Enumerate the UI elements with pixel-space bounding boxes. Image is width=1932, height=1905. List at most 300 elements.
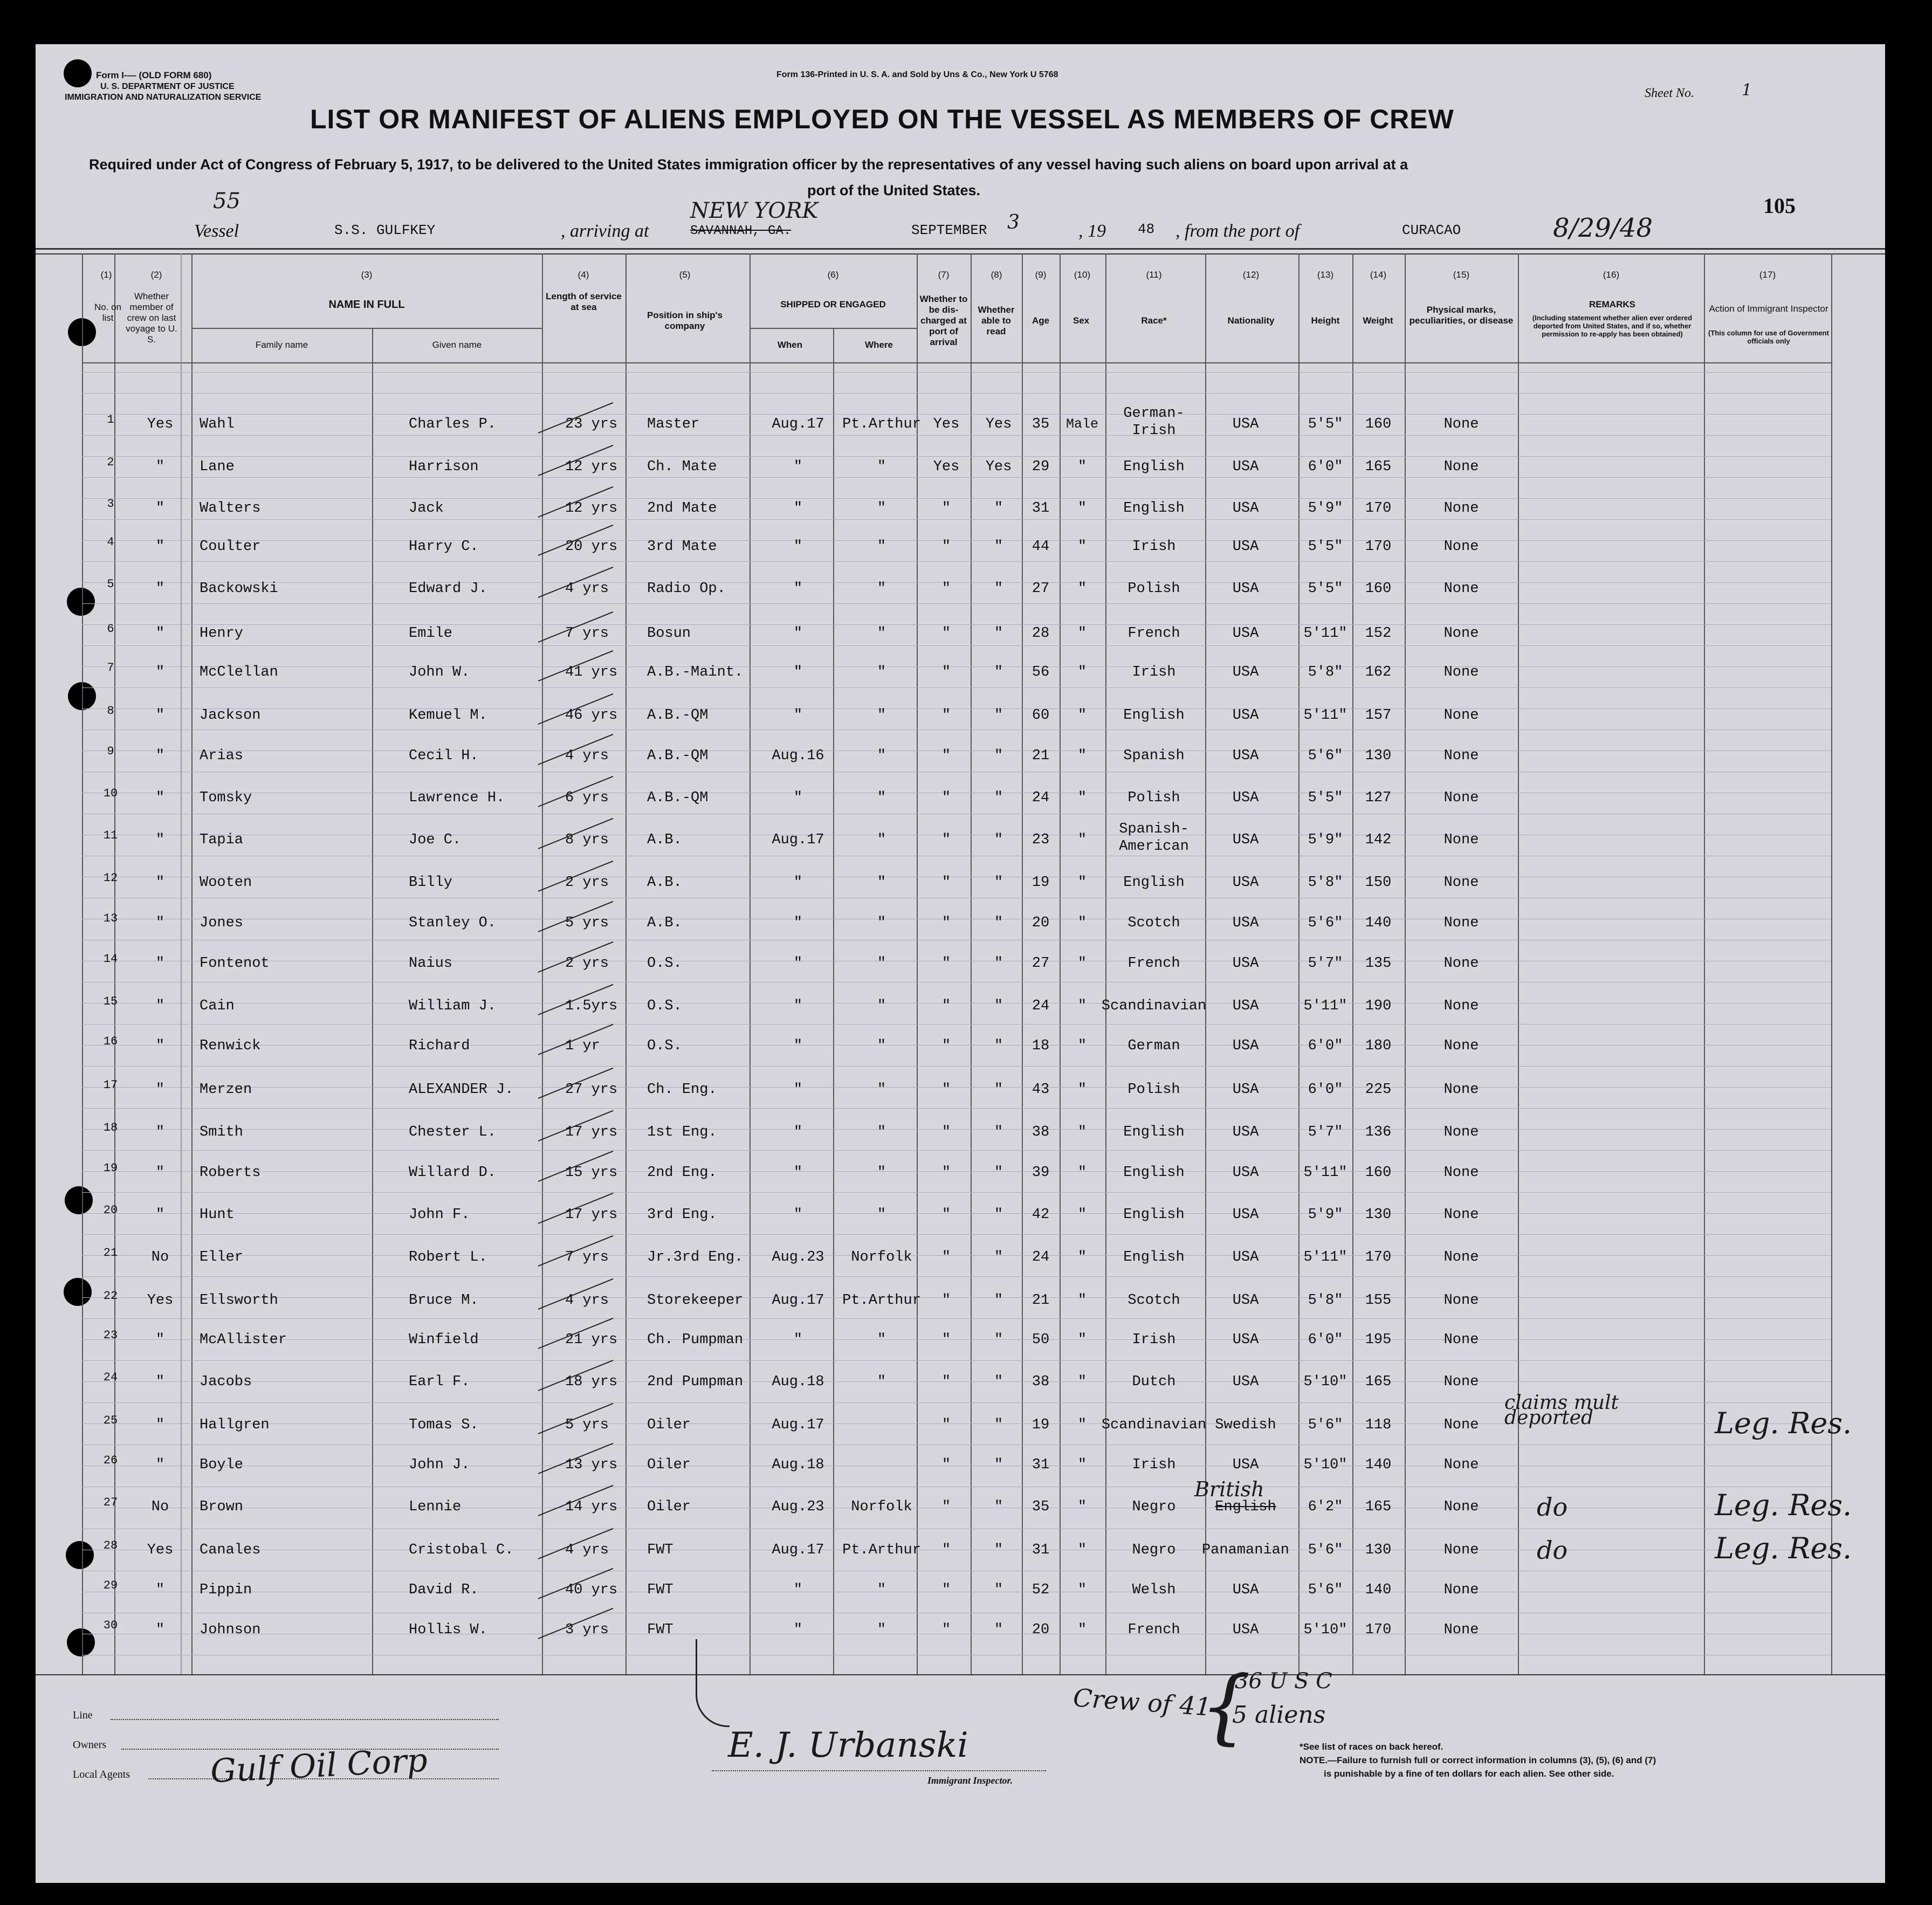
height: 5'6" bbox=[1308, 748, 1343, 764]
physical-marks: None bbox=[1443, 1124, 1479, 1140]
height: 5'7" bbox=[1308, 955, 1343, 972]
length-of-service: 15 yrs bbox=[565, 1165, 618, 1181]
previous-voyage: " bbox=[155, 1124, 165, 1140]
shipped-when: " bbox=[793, 1207, 803, 1223]
height: 5'6" bbox=[1308, 1542, 1343, 1558]
weight: 165 bbox=[1365, 1374, 1392, 1390]
discharged: " bbox=[941, 539, 951, 555]
physical-marks: None bbox=[1443, 1542, 1479, 1558]
shipped-when: Aug.23 bbox=[772, 1499, 824, 1515]
ruled-line bbox=[82, 1171, 1831, 1172]
able-to-read: " bbox=[994, 1124, 1003, 1140]
remarks-handwritten: do bbox=[1537, 1536, 1568, 1565]
length-of-service: 46 yrs bbox=[565, 707, 618, 724]
given-name: Winfield bbox=[409, 1332, 479, 1348]
position: 3rd Eng. bbox=[647, 1207, 717, 1223]
ruled-line bbox=[82, 1150, 1831, 1151]
sex: " bbox=[1077, 1374, 1087, 1390]
physical-marks: None bbox=[1443, 1374, 1479, 1390]
sex: " bbox=[1077, 625, 1087, 642]
height: 5'9" bbox=[1308, 832, 1343, 848]
column-number: (2) bbox=[150, 270, 162, 280]
nationality: USA bbox=[1232, 1332, 1259, 1348]
ruled-line bbox=[82, 456, 1831, 457]
ruled-line bbox=[82, 1213, 1831, 1214]
able-to-read: " bbox=[994, 832, 1003, 848]
age: 20 bbox=[1032, 1622, 1050, 1638]
able-to-read: " bbox=[994, 1457, 1003, 1473]
discharged: " bbox=[941, 915, 951, 931]
shipped-when: " bbox=[793, 459, 803, 475]
race: Negro bbox=[1132, 1499, 1176, 1515]
family-name: Eller bbox=[200, 1249, 244, 1266]
col-header-service: Length of service at sea bbox=[546, 291, 622, 312]
col-header-no: No. on list bbox=[94, 302, 122, 323]
row-number: 26 bbox=[103, 1454, 118, 1467]
races-note: *See list of races on back hereof. bbox=[1300, 1742, 1443, 1752]
position: A.B. bbox=[647, 832, 682, 848]
column-divider bbox=[1205, 253, 1206, 1674]
family-name: Ellsworth bbox=[200, 1292, 278, 1309]
nationality: USA bbox=[1232, 998, 1259, 1014]
height: 5'5" bbox=[1308, 790, 1343, 806]
departure-port: CURACAO bbox=[1402, 222, 1461, 238]
sex: " bbox=[1077, 1207, 1087, 1223]
race: French bbox=[1127, 1622, 1180, 1638]
column-divider bbox=[191, 253, 192, 1674]
able-to-read: Yes bbox=[985, 416, 1012, 432]
ruled-line bbox=[82, 645, 1831, 646]
given-name: Cristobal C. bbox=[409, 1542, 514, 1558]
physical-marks: None bbox=[1443, 581, 1479, 597]
given-name: Richard bbox=[409, 1038, 470, 1054]
sex: " bbox=[1077, 539, 1087, 555]
sheet-label: Sheet No. bbox=[1645, 86, 1694, 100]
shipped-when: " bbox=[793, 1582, 803, 1598]
length-of-service: 1 yr bbox=[565, 1038, 600, 1054]
column-divider bbox=[1022, 253, 1023, 1674]
punch-hole bbox=[64, 59, 92, 87]
length-of-service: 4 yrs bbox=[565, 1542, 609, 1558]
column-divider bbox=[1831, 253, 1832, 1674]
arriving-label: , arriving at bbox=[561, 221, 649, 241]
length-of-service: 4 yrs bbox=[565, 748, 609, 764]
position: Bosun bbox=[647, 625, 691, 642]
ruled-line bbox=[82, 624, 1831, 625]
column-number: (6) bbox=[827, 270, 839, 280]
race: Polish bbox=[1127, 581, 1180, 597]
age: 20 bbox=[1032, 915, 1050, 931]
col-header-height: Height bbox=[1311, 315, 1340, 326]
col-header-name: NAME IN FULL bbox=[328, 299, 405, 311]
position: FWT bbox=[647, 1582, 673, 1598]
year-suffix: 48 bbox=[1138, 221, 1155, 237]
length-of-service: 27 yrs bbox=[565, 1082, 618, 1098]
weight: 130 bbox=[1365, 1207, 1392, 1223]
previous-voyage: " bbox=[155, 707, 165, 724]
column-divider bbox=[625, 253, 627, 1674]
previous-voyage: " bbox=[155, 832, 165, 848]
position: A.B. bbox=[647, 875, 682, 891]
discharged: " bbox=[941, 664, 951, 680]
physical-marks: None bbox=[1443, 1332, 1479, 1348]
weight: 160 bbox=[1365, 581, 1392, 597]
ruled-line bbox=[82, 393, 1831, 394]
ruled-line bbox=[82, 666, 1831, 667]
sex: " bbox=[1077, 1165, 1087, 1181]
discharged: " bbox=[941, 581, 951, 597]
able-to-read: " bbox=[994, 707, 1003, 724]
ruled-line bbox=[82, 498, 1831, 499]
physical-marks: None bbox=[1443, 1038, 1479, 1054]
length-of-service: 14 yrs bbox=[565, 1499, 618, 1515]
height: 5'6" bbox=[1308, 915, 1343, 931]
height: 5'6" bbox=[1308, 1582, 1343, 1598]
age: 24 bbox=[1032, 790, 1050, 806]
discharged: " bbox=[941, 1165, 951, 1181]
previous-voyage: " bbox=[155, 1582, 165, 1598]
previous-voyage: " bbox=[155, 1374, 165, 1390]
age: 38 bbox=[1032, 1124, 1050, 1140]
nationality: USA bbox=[1232, 625, 1259, 642]
length-of-service: 21 yrs bbox=[565, 1332, 618, 1348]
column-number: (17) bbox=[1759, 270, 1776, 280]
row-number: 23 bbox=[103, 1329, 118, 1342]
column-number: (1) bbox=[100, 270, 112, 280]
sex: " bbox=[1077, 748, 1087, 764]
weight: 157 bbox=[1365, 707, 1392, 724]
family-name: Hallgren bbox=[200, 1417, 270, 1433]
race: English bbox=[1123, 1207, 1185, 1223]
family-name: Roberts bbox=[200, 1165, 261, 1181]
family-name: McAllister bbox=[200, 1332, 287, 1348]
punch-hole bbox=[66, 1541, 94, 1569]
ruled-line bbox=[82, 1234, 1831, 1235]
ruled-line bbox=[82, 1297, 1831, 1298]
shipped-when: " bbox=[793, 707, 803, 724]
ruled-line bbox=[82, 1108, 1831, 1109]
family-name: Henry bbox=[200, 625, 244, 642]
position: 2nd Mate bbox=[647, 500, 717, 517]
ruled-line bbox=[82, 1381, 1831, 1382]
sex: " bbox=[1077, 1332, 1087, 1348]
row-number: 12 bbox=[103, 871, 118, 885]
nationality: USA bbox=[1232, 1165, 1259, 1181]
shipped-where: " bbox=[877, 1124, 886, 1140]
position: 2nd Eng. bbox=[647, 1165, 717, 1181]
able-to-read: " bbox=[994, 1249, 1003, 1266]
discharged: " bbox=[941, 1417, 951, 1433]
row-number: 30 bbox=[103, 1619, 118, 1632]
able-to-read: " bbox=[994, 500, 1003, 517]
position: 1st Eng. bbox=[647, 1124, 717, 1140]
line-underline bbox=[111, 1719, 499, 1721]
column-number: (9) bbox=[1035, 270, 1047, 280]
col-header-physical-marks: Physical marks, peculiarities, or disease bbox=[1409, 305, 1514, 326]
ruled-line bbox=[82, 1129, 1831, 1130]
given-name: David R. bbox=[409, 1582, 479, 1598]
previous-voyage: " bbox=[155, 1622, 165, 1638]
vessel-name: S.S. GULFKEY bbox=[334, 222, 436, 238]
discharged: " bbox=[941, 955, 951, 972]
race-continued: American bbox=[1119, 838, 1189, 855]
age: 19 bbox=[1032, 875, 1050, 891]
shipped-when: " bbox=[793, 915, 803, 931]
family-name: Arias bbox=[200, 748, 244, 764]
able-to-read: " bbox=[994, 1582, 1003, 1598]
weight: 127 bbox=[1365, 790, 1392, 806]
age: 24 bbox=[1032, 1249, 1050, 1266]
physical-marks: None bbox=[1443, 416, 1479, 432]
length-of-service: 18 yrs bbox=[565, 1374, 618, 1390]
nationality: USA bbox=[1232, 1622, 1259, 1638]
family-name: Brown bbox=[200, 1499, 244, 1515]
length-of-service: 6 yrs bbox=[565, 790, 609, 806]
col-header-remarks-note: (Including statement whether alien ever ordered deported from United States, and if so, whether permission to re-apply has been obtained) bbox=[1532, 314, 1693, 338]
column-divider bbox=[181, 253, 182, 1674]
height: 5'8" bbox=[1308, 1292, 1343, 1309]
ruled-line bbox=[82, 372, 1831, 373]
sex: Male bbox=[1065, 416, 1099, 432]
row-number: 27 bbox=[103, 1496, 118, 1509]
given-name: Robert L. bbox=[409, 1249, 487, 1266]
race: Polish bbox=[1127, 1082, 1180, 1098]
sex: " bbox=[1077, 1038, 1087, 1054]
nationality: USA bbox=[1232, 459, 1259, 475]
length-of-service: 40 yrs bbox=[565, 1582, 618, 1598]
age: 42 bbox=[1032, 1207, 1050, 1223]
family-name: Jones bbox=[200, 915, 244, 931]
shipped-when: " bbox=[793, 625, 803, 642]
sex: " bbox=[1077, 915, 1087, 931]
vessel-mark: 55 bbox=[213, 189, 240, 214]
agency-line-2: IMMIGRATION AND NATURALIZATION SERVICE bbox=[65, 93, 262, 102]
arriving-port-typed: SAVANNAH, GA. bbox=[690, 224, 792, 238]
physical-marks: None bbox=[1443, 664, 1479, 680]
previous-voyage: No bbox=[151, 1249, 169, 1266]
shipped-when: Aug.16 bbox=[772, 748, 824, 764]
nationality: USA bbox=[1232, 790, 1259, 806]
shipped-when: " bbox=[793, 1082, 803, 1098]
previous-voyage: Yes bbox=[147, 1292, 174, 1309]
shipped-where: Norfolk bbox=[851, 1499, 912, 1515]
ruled-line bbox=[82, 435, 1831, 436]
col-header-read: Whether able to read bbox=[978, 305, 1015, 336]
position: Oiler bbox=[647, 1499, 691, 1515]
col-header-where: Where bbox=[865, 340, 893, 350]
able-to-read: " bbox=[994, 998, 1003, 1014]
able-to-read: " bbox=[994, 1038, 1003, 1054]
physical-marks: None bbox=[1443, 500, 1479, 517]
form-number: Form I-— (OLD FORM 680) bbox=[96, 70, 212, 80]
able-to-read: " bbox=[994, 1622, 1003, 1638]
family-name: Lane bbox=[200, 459, 235, 475]
age: 28 bbox=[1032, 625, 1050, 642]
table-top-border bbox=[36, 248, 1885, 250]
family-name: Merzen bbox=[200, 1082, 252, 1098]
row-number: 15 bbox=[103, 995, 118, 1008]
able-to-read: " bbox=[994, 1542, 1003, 1558]
discharged: Yes bbox=[933, 416, 960, 432]
given-name: Cecil H. bbox=[409, 748, 479, 764]
ruled-line bbox=[82, 1255, 1831, 1256]
row-number: 9 bbox=[107, 745, 114, 758]
able-to-read: " bbox=[994, 1165, 1003, 1181]
position: 3rd Mate bbox=[647, 539, 717, 555]
shipped-when: " bbox=[793, 539, 803, 555]
height: 5'11" bbox=[1303, 998, 1347, 1014]
height: 5'6" bbox=[1308, 1417, 1343, 1433]
col-header-position: Position in ship's company bbox=[647, 310, 723, 331]
age: 29 bbox=[1032, 459, 1050, 475]
weight: 170 bbox=[1365, 539, 1392, 555]
column-divider bbox=[82, 253, 83, 1674]
previous-voyage: " bbox=[155, 539, 165, 555]
height: 5'9" bbox=[1308, 500, 1343, 517]
column-divider bbox=[542, 253, 543, 1674]
race: Irish bbox=[1132, 664, 1176, 680]
row-number: 29 bbox=[103, 1579, 118, 1592]
age: 31 bbox=[1032, 1542, 1050, 1558]
able-to-read: " bbox=[994, 581, 1003, 597]
agents-signature: Gulf Oil Corp bbox=[209, 1741, 429, 1791]
nationality: USA bbox=[1232, 832, 1259, 848]
family-name: Canales bbox=[200, 1542, 261, 1558]
position: Ch. Eng. bbox=[647, 1082, 717, 1098]
row-number: 22 bbox=[103, 1289, 118, 1303]
column-divider bbox=[1518, 253, 1519, 1674]
able-to-read: " bbox=[994, 1082, 1003, 1098]
able-to-read: " bbox=[994, 955, 1003, 972]
height: 5'5" bbox=[1308, 416, 1343, 432]
physical-marks: None bbox=[1443, 790, 1479, 806]
race: Irish bbox=[1132, 1332, 1176, 1348]
col-header-when: When bbox=[777, 340, 803, 350]
able-to-read: " bbox=[994, 790, 1003, 806]
race: Scotch bbox=[1127, 1292, 1180, 1309]
column-divider bbox=[1105, 253, 1106, 1674]
given-name: Billy bbox=[409, 875, 453, 891]
shipped-where: " bbox=[877, 625, 886, 642]
inspector-action-handwritten: Leg. Res. bbox=[1715, 1406, 1852, 1440]
height: 5'9" bbox=[1308, 1207, 1343, 1223]
requirement-text-1: Required under Act of Congress of February 5, 1917, to be delivered to the United States immigration officer by the representatives of any vessel having such aliens on board upon arrival at a bbox=[89, 156, 1408, 173]
previous-voyage: " bbox=[155, 1165, 165, 1181]
weight: 135 bbox=[1365, 955, 1392, 972]
ruled-line bbox=[82, 540, 1831, 541]
height: 5'10" bbox=[1303, 1374, 1347, 1390]
age: 24 bbox=[1032, 998, 1050, 1014]
given-name: Charles P. bbox=[409, 416, 497, 432]
nationality: Panamanian bbox=[1201, 1542, 1290, 1558]
col-header-shipped: SHIPPED OR ENGAGED bbox=[780, 299, 886, 310]
discharged: " bbox=[941, 1622, 951, 1638]
shipped-where: " bbox=[877, 955, 886, 972]
previous-voyage: " bbox=[155, 1417, 165, 1433]
family-name: Cain bbox=[200, 998, 235, 1014]
inspector-action-handwritten: Leg. Res. bbox=[1715, 1488, 1852, 1522]
race: German bbox=[1127, 1038, 1180, 1054]
physical-marks: None bbox=[1443, 459, 1479, 475]
year-prefix: , 19 bbox=[1078, 221, 1106, 241]
physical-marks: None bbox=[1443, 1582, 1479, 1598]
family-name: Fontenot bbox=[200, 955, 270, 972]
row-number: 2 bbox=[107, 456, 114, 469]
height: 6'0" bbox=[1308, 1038, 1343, 1054]
given-name: Harry C. bbox=[409, 539, 479, 555]
ruled-line bbox=[82, 1192, 1831, 1193]
height: 5'10" bbox=[1303, 1622, 1347, 1638]
position: Jr.3rd Eng. bbox=[647, 1249, 744, 1266]
sex: " bbox=[1077, 1582, 1087, 1598]
column-number: (10) bbox=[1074, 270, 1091, 280]
physical-marks: None bbox=[1443, 1165, 1479, 1181]
shipped-when: Aug.18 bbox=[772, 1457, 824, 1473]
physical-marks: None bbox=[1443, 998, 1479, 1014]
length-of-service: 20 yrs bbox=[565, 539, 618, 555]
line-label: Line bbox=[73, 1709, 93, 1721]
weight: 225 bbox=[1365, 1082, 1392, 1098]
sex: " bbox=[1077, 1499, 1087, 1515]
physical-marks: None bbox=[1443, 832, 1479, 848]
nationality: USA bbox=[1232, 1207, 1259, 1223]
table-bottom-border bbox=[36, 1674, 1885, 1675]
race: Spanish bbox=[1123, 748, 1185, 764]
sex: " bbox=[1077, 875, 1087, 891]
shipped-when: " bbox=[793, 1622, 803, 1638]
position: Oiler bbox=[647, 1457, 691, 1473]
physical-marks: None bbox=[1443, 1249, 1479, 1266]
previous-voyage: " bbox=[155, 1457, 165, 1473]
column-divider bbox=[1298, 253, 1300, 1674]
previous-voyage: " bbox=[155, 1038, 165, 1054]
sex: " bbox=[1077, 664, 1087, 680]
height: 5'10" bbox=[1303, 1457, 1347, 1473]
weight: 152 bbox=[1365, 625, 1392, 642]
row-number: 1 bbox=[107, 413, 114, 427]
able-to-read: " bbox=[994, 1374, 1003, 1390]
nationality: USA bbox=[1232, 1124, 1259, 1140]
length-of-service: 41 yrs bbox=[565, 664, 618, 680]
given-name: Hollis W. bbox=[409, 1622, 487, 1638]
position: O.S. bbox=[647, 998, 682, 1014]
shipped-when: Aug.18 bbox=[772, 1374, 824, 1390]
discharged: " bbox=[941, 1374, 951, 1390]
row-number: 7 bbox=[107, 661, 114, 675]
sex: " bbox=[1077, 1292, 1087, 1309]
shipped-when: " bbox=[793, 998, 803, 1014]
race: Irish bbox=[1132, 1457, 1176, 1473]
position: 2nd Pumpman bbox=[647, 1374, 744, 1390]
weight: 130 bbox=[1365, 1542, 1392, 1558]
weight: 162 bbox=[1365, 664, 1392, 680]
physical-marks: None bbox=[1443, 1292, 1479, 1309]
age: 35 bbox=[1032, 416, 1050, 432]
header-bottom-border bbox=[82, 362, 1831, 363]
ruled-line bbox=[82, 1318, 1831, 1319]
column-divider bbox=[1060, 253, 1061, 1674]
family-name: McClellan bbox=[200, 664, 278, 680]
shipped-when: Aug.17 bbox=[772, 1542, 824, 1558]
length-of-service: 5 yrs bbox=[565, 1417, 609, 1433]
nationality: USA bbox=[1232, 500, 1259, 517]
local-agents-label: Local Agents bbox=[73, 1769, 130, 1780]
weight: 140 bbox=[1365, 915, 1392, 931]
column-number: (3) bbox=[361, 270, 373, 280]
family-name: Renwick bbox=[200, 1038, 261, 1054]
column-number: (13) bbox=[1317, 270, 1334, 280]
from-port-label: , from the port of bbox=[1175, 221, 1300, 241]
